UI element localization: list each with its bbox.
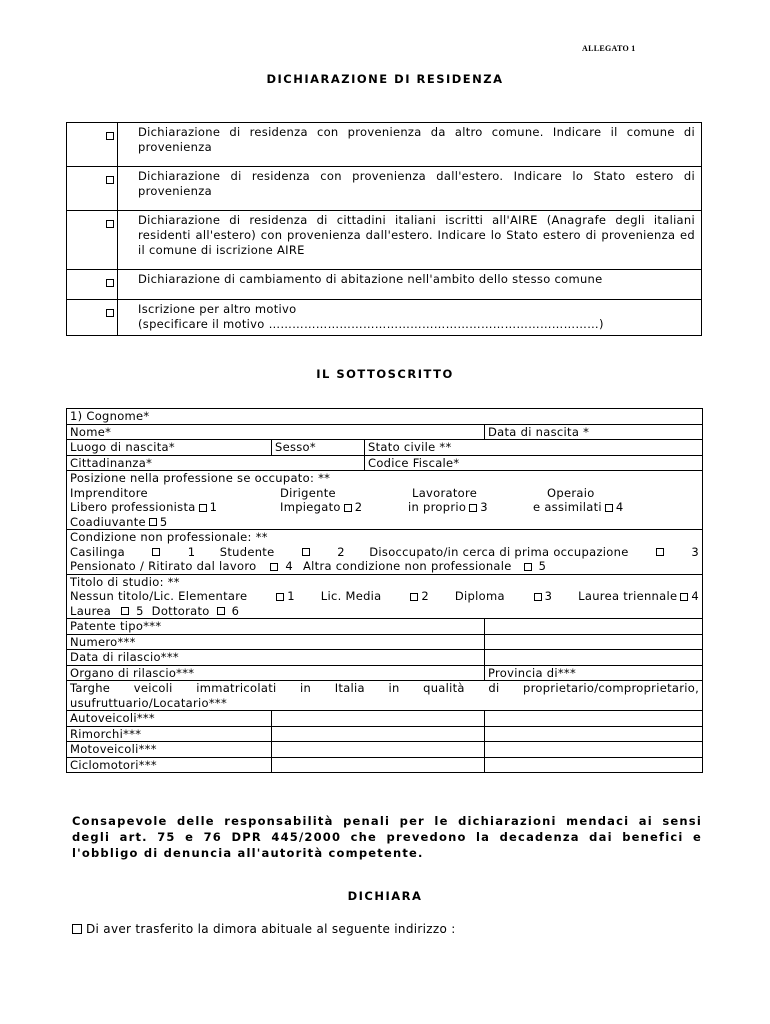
ciclomotori-field[interactable]: Ciclomotori*** <box>67 757 272 773</box>
checkbox-cond-3[interactable] <box>656 548 664 556</box>
data-rilascio-field[interactable]: Data di rilascio*** <box>67 650 485 666</box>
checkbox-cambio-abitazione[interactable] <box>106 279 114 287</box>
option-altro-comune: Dichiarazione di residenza con provenienza da altro comune. Indicare il comune di provenienza <box>118 123 702 167</box>
cond-disoccupato: Disoccupato/in cerca di prima occupazione <box>369 544 629 559</box>
rimorchi-field[interactable]: Rimorchi*** <box>67 726 272 742</box>
sottoscritto-title: IL SOTTOSCRITTO <box>316 367 454 381</box>
prof-imprenditore: Imprenditore <box>70 485 148 500</box>
prof-assimilati: e assimilati <box>533 500 602 514</box>
titolo-media: Lic. Media <box>320 589 382 603</box>
cond-num-5: 5 <box>538 559 547 573</box>
altro-motivo-field[interactable]: (specificare il motivo …………………………………………………………………………) <box>138 317 604 331</box>
cond-casalinga: Casilinga <box>70 544 125 559</box>
checkbox-cond-5[interactable] <box>524 563 532 571</box>
titolo-num-2: 2 <box>421 589 430 603</box>
cond-pensionato: Pensionato / Ritirato dal lavoro <box>70 559 257 573</box>
stato-civile-field[interactable]: Stato civile ** <box>365 440 703 456</box>
cognome-field[interactable]: 1) Cognome* <box>67 409 703 425</box>
dichiara-title: DICHIARA <box>347 889 423 903</box>
codice-fiscale-field[interactable]: Codice Fiscale* <box>365 455 703 471</box>
titolo-triennale: Laurea triennale <box>578 589 678 603</box>
nome-field[interactable]: Nome* <box>67 424 485 440</box>
checkbox-prof-3[interactable] <box>469 504 477 512</box>
prof-num-2: 2 <box>354 500 363 514</box>
prof-coadiuvante: Coadiuvante <box>70 514 146 529</box>
trasferito-option <box>72 922 456 936</box>
checkbox-cond-1[interactable] <box>152 548 160 556</box>
checkbox-titolo-2[interactable] <box>410 593 418 601</box>
checkbox-cond-2[interactable] <box>302 548 310 556</box>
option-altro-motivo: Iscrizione per altro motivo <box>138 302 297 316</box>
checkbox-altro-motivo[interactable] <box>106 309 114 317</box>
cond-num-4: 4 <box>285 559 293 573</box>
prof-num-4: 4 <box>615 500 624 514</box>
checkbox-altro-comune[interactable] <box>106 132 114 140</box>
sesso-field[interactable]: Sesso* <box>272 440 365 456</box>
checkbox-titolo-6[interactable] <box>217 607 225 615</box>
provincia-field[interactable]: Provincia di*** <box>485 665 703 681</box>
titolo-dottorato: Dottorato <box>151 603 210 618</box>
checkbox-prof-4[interactable] <box>605 504 613 512</box>
titolo-nessuno: Nessun titolo/Lic. Elementare <box>70 589 248 603</box>
professione-label: Posizione nella professione se occupato: ** <box>70 471 331 485</box>
checkbox-estero[interactable] <box>106 176 114 184</box>
document-title: DICHIARAZIONE DI RESIDENZA <box>266 72 504 86</box>
checkbox-aire[interactable] <box>106 220 114 228</box>
cond-studente: Studente <box>219 544 275 559</box>
data-nascita-field[interactable]: Data di nascita * <box>485 424 703 440</box>
cond-num-1: 1 <box>187 544 196 559</box>
trasferito-label: Di aver trasferito la dimora abituale al seguente indirizzo : <box>86 922 456 936</box>
checkbox-titolo-4[interactable] <box>680 593 688 601</box>
consapevole-paragraph: Consapevole delle responsabilità penali per le dichiarazioni mendaci ai sensi degli art. 75 e 76 DPR 445/2000 che prevedono la decadenza dai benefici e l'obbligo di denuncia all'autorità competente. <box>72 814 702 860</box>
patente-field[interactable]: Patente tipo*** <box>67 619 485 635</box>
prof-libero: Libero professionista <box>70 500 196 514</box>
checkbox-prof-2[interactable] <box>344 504 352 512</box>
numero-field[interactable]: Numero*** <box>67 634 485 650</box>
checkbox-prof-5[interactable] <box>149 518 157 526</box>
declaration-type-table <box>66 122 702 336</box>
prof-num-5: 5 <box>159 514 168 529</box>
checkbox-titolo-3[interactable] <box>534 593 542 601</box>
checkbox-trasferito[interactable] <box>72 924 82 934</box>
checkbox-titolo-1[interactable] <box>276 593 284 601</box>
luogo-nascita-field[interactable]: Luogo di nascita* <box>67 440 272 456</box>
cond-num-3: 3 <box>691 544 699 559</box>
option-cambio-abitazione: Dichiarazione di cambiamento di abitazione nell'ambito dello stesso comune <box>118 270 702 300</box>
condizione-label: Condizione non professionale: ** <box>70 530 268 544</box>
option-aire: Dichiarazione di residenza di cittadini italiani iscritti all'AIRE (Anagrafe degli italiani residenti all'estero) con provenienza dall'estero. Indicare lo Stato estero di provenienza ed il comune di iscrizione AIRE <box>118 211 702 270</box>
prof-in-proprio: in proprio <box>408 500 467 514</box>
titolo-num-3: 3 <box>544 589 553 603</box>
titolo-diploma: Diploma <box>454 589 505 603</box>
condizione-section <box>67 530 703 575</box>
professione-section <box>67 471 703 530</box>
titolo-num-1: 1 <box>287 589 295 603</box>
prof-impiegato: Impiegato <box>280 500 341 514</box>
titolo-laurea: Laurea <box>70 603 112 618</box>
cittadinanza-field[interactable]: Cittadinanza* <box>67 455 365 471</box>
personal-data-table <box>66 408 703 773</box>
checkbox-cond-4[interactable] <box>270 563 278 571</box>
titolo-num-6: 6 <box>231 603 240 618</box>
organo-rilascio-field[interactable]: Organo di rilascio*** <box>67 665 485 681</box>
titolo-section <box>67 574 703 619</box>
cond-altra: Altra condizione non professionale <box>302 559 512 573</box>
prof-lavoratore: Lavoratore <box>412 485 478 500</box>
titolo-num-4: 4 <box>691 589 699 603</box>
prof-num-3: 3 <box>480 500 488 514</box>
checkbox-titolo-5[interactable] <box>121 607 129 615</box>
prof-num-1: 1 <box>209 500 218 514</box>
motoveicoli-field[interactable]: Motoveicoli*** <box>67 742 272 758</box>
titolo-num-5: 5 <box>136 603 144 618</box>
allegato-label: ALLEGATO 1 <box>582 44 636 53</box>
titolo-label: Titolo di studio: ** <box>70 574 180 589</box>
prof-operaio: Operaio <box>547 485 595 500</box>
targhe-label: Targhe veicoli immatricolati in Italia in qualità di proprietario/comproprietario, usufruttuario/Locatario*** <box>67 681 703 711</box>
autoveicoli-field[interactable]: Autoveicoli*** <box>67 711 272 727</box>
checkbox-prof-1[interactable] <box>199 504 207 512</box>
prof-dirigente: Dirigente <box>280 485 336 500</box>
option-estero: Dichiarazione di residenza con provenienza dall'estero. Indicare lo Stato estero di provenienza <box>118 167 702 211</box>
cond-num-2: 2 <box>337 544 345 559</box>
